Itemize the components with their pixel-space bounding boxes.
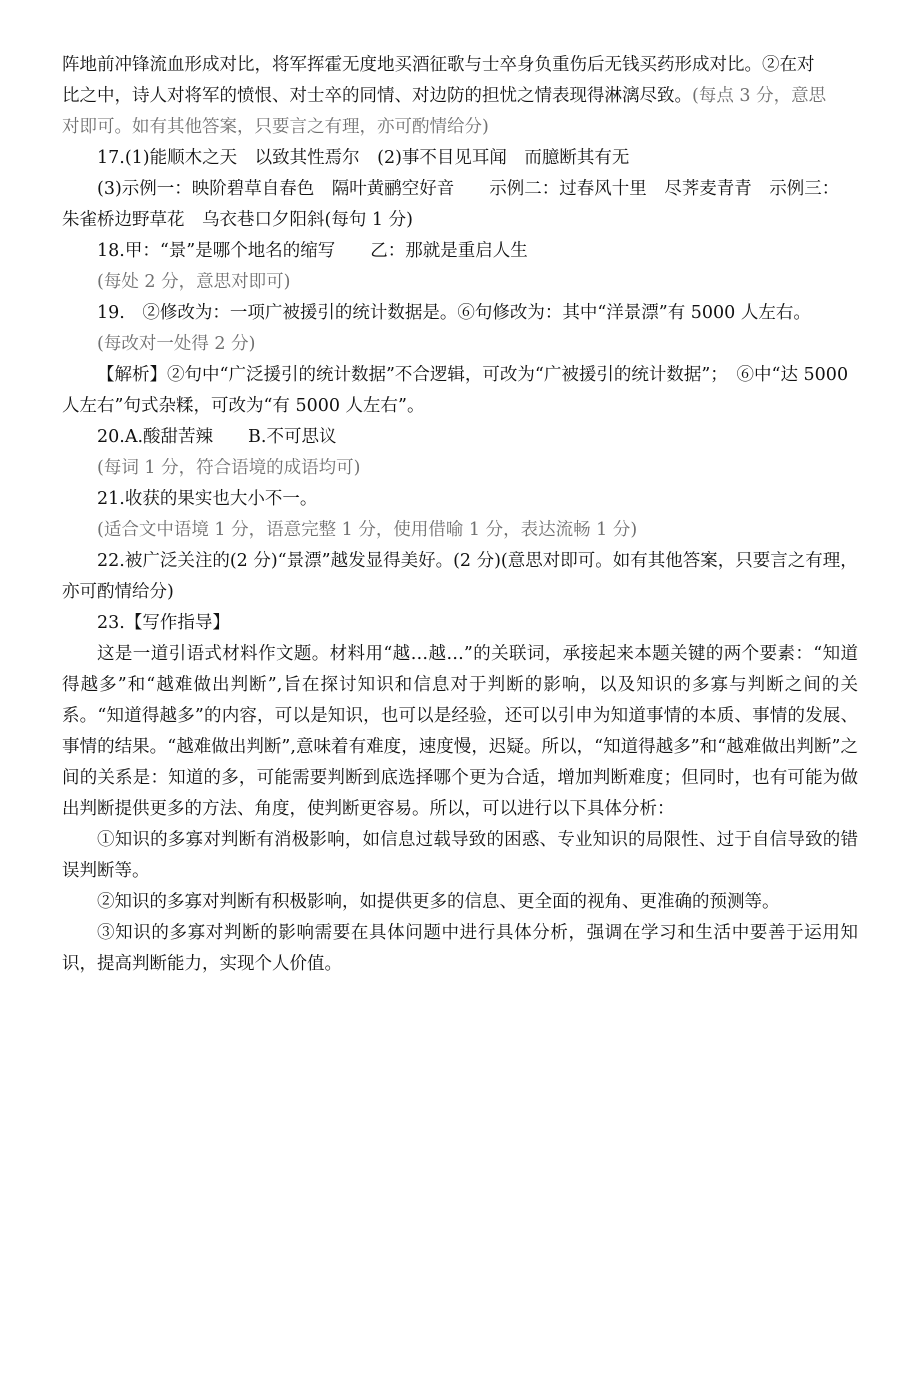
answer-16-scoring-note: (每点 3 分，意思 [692, 86, 827, 106]
answer-22-line-1: 22.被广泛关注的(2 分)“景漂”越发显得美好。(2 分)(意思对即可。如有其他答案，只要言之有理， [97, 551, 858, 571]
writing-guide-point-2: ②知识的多寡对判断有积极影响，如提供更多的信息、更全面的视角、更准确的预测等。 [97, 892, 780, 912]
answer-16-text: 比之中，诗人对将军的愤恨、对士卒的同情、对边防的担忧之情表现得淋漓尽致。 [62, 86, 692, 106]
answer-16-line-2 [62, 81, 858, 112]
answer-16-line-1: 阵地前冲锋流血形成对比，将军挥霍无度地买酒征歌与士卒身负重伤后无钱买药形成对比。②在对 [62, 55, 815, 75]
answer-22-line-2: 亦可酌情给分) [62, 582, 174, 602]
answer-21: 21.收获的果实也大小不一。 [97, 489, 318, 509]
answer-18: 18.甲：“景”是哪个地名的缩写 乙：那就是重启人生 [97, 241, 528, 261]
answer-17-part-3-line-2: 朱雀桥边野草花 乌衣巷口夕阳斜(每句 1 分) [62, 210, 413, 230]
answer-20-scoring-note: (每词 1 分，符合语境的成语均可) [97, 458, 361, 478]
answer-17-part-3-line-1: (3)示例一：映阶碧草自春色 隔叶黄鹂空好音 示例二：过春风十里 尽荠麦青青 示例三： [97, 179, 840, 199]
answer-19: 19. ②修改为：一项广被援引的统计数据是。⑥句修改为：其中“洋景漂”有 5000 人左右。 [97, 303, 811, 323]
answer-19-analysis-line-2: 人左右”句式杂糅，可改为“有 5000 人左右”。 [62, 396, 425, 416]
answer-19-scoring-note: (每改对一处得 2 分) [97, 334, 256, 354]
answer-23-heading: 23.【写作指导】 [97, 613, 230, 633]
writing-guide-point-3: ③知识的多寡对判断的影响需要在具体问题中进行具体分析，强调在学习和生活中要善于运用知识，提高判断能力，实现个人价值。 [62, 923, 858, 974]
answer-17-part-1-2: 17.(1)能顺木之天 以致其性焉尔 (2)事不目见耳闻 而臆断其有无 [97, 148, 630, 168]
answer-19-analysis-line-1: 【解析】②句中“广泛援引的统计数据”不合逻辑，可改为“广被援引的统计数据”； ⑥中“达 5000 [97, 365, 849, 385]
answer-16-line-3: 对即可。如有其他答案，只要言之有理，亦可酌情给分) [62, 117, 489, 137]
writing-guide-point-1: ①知识的多寡对判断有消极影响，如信息过载导致的困惑、专业知识的局限性、过于自信导致的错误判断等。 [62, 830, 858, 881]
answer-18-scoring-note: (每处 2 分，意思对即可) [97, 272, 291, 292]
answer-21-scoring-note: (适合文中语境 1 分，语意完整 1 分，使用借喻 1 分，表达流畅 1 分) [97, 520, 638, 540]
writing-guide-paragraph-1: 这是一道引语式材料作文题。材料用“越…越…”的关联词，承接起来本题关键的两个要素：“知道得越多”和“越难做出判断”,旨在探讨知识和信息对于判断的影响，以及知识的多寡与判断之间的关系。“知道得越多”的内容，可以是知识，也可以是经验，还可以引申为知道事情的本质、事情的发展、事情的结果。“越难做出判断”,意味着有难度，速度慢，迟疑。所以，“知道得越多”和“越难做出判断”之间的关系是：知道的多，可能需要判断到底选择哪个更为合适，增加判断难度；但同时，也有可能为做出判断提供更多的方法、角度，使判断更容易。所以，可以进行以下具体分析： [62, 644, 858, 819]
answer-20: 20.A.酸甜苦辣 B.不可思议 [97, 427, 337, 447]
